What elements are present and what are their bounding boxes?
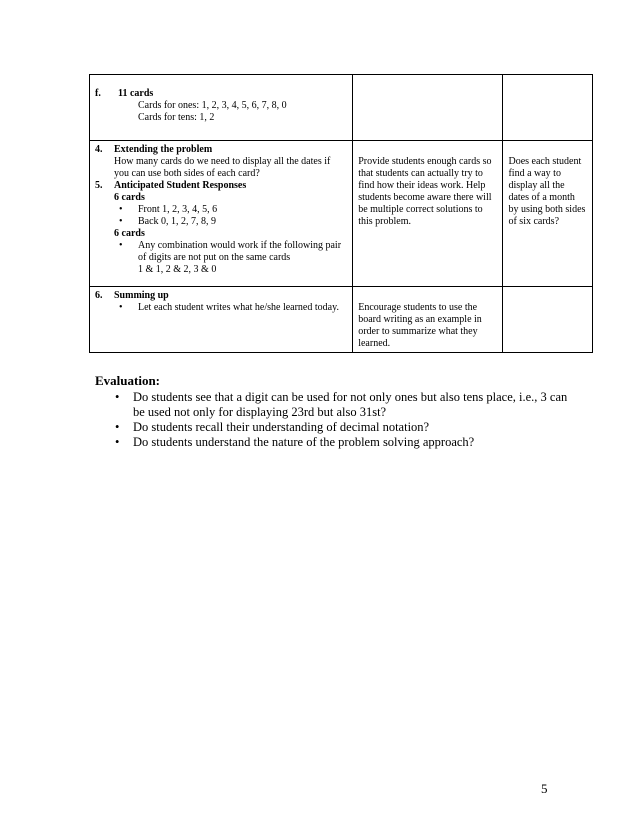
row-4-evaluation-cell bbox=[503, 141, 593, 287]
list-item-text: Let each student writes what he/she learned today. bbox=[138, 302, 339, 313]
evaluation-item bbox=[95, 390, 575, 420]
row-5-number: 5. bbox=[95, 180, 103, 191]
group2-title: 6 cards bbox=[114, 228, 145, 239]
list-item-text: Any combination would work if the following pair of digits are not put on the same cards bbox=[138, 240, 342, 263]
row-f-activity-cell bbox=[90, 75, 353, 141]
list-item-text: Back 0, 1, 2, 7, 8, 9 bbox=[138, 216, 217, 227]
bullet-icon: • bbox=[115, 435, 120, 449]
row-6-number: 6. bbox=[95, 290, 103, 301]
table-row-4 bbox=[90, 141, 593, 287]
bullet-icon: • bbox=[119, 240, 123, 251]
evaluation-item-text: Do students understand the nature of the problem solving approach? bbox=[133, 435, 475, 449]
lesson-plan-table bbox=[89, 74, 593, 353]
evaluation-section bbox=[95, 373, 575, 450]
row-6-activity-cell bbox=[90, 287, 353, 353]
list-item bbox=[95, 302, 347, 314]
list-item-text: Front 1, 2, 3, 4, 5, 6 bbox=[138, 204, 218, 215]
evaluation-title: Evaluation: bbox=[95, 373, 161, 388]
evaluation-item-text: Do students see that a digit can be used for not only ones but also tens place, i.e., 3 can be used not only for displaying 23rd but also 31st? bbox=[133, 390, 568, 419]
row-4-question: How many cards do we need to display all the dates if you can use both sides of each card? bbox=[114, 156, 331, 179]
table-row-6 bbox=[90, 287, 593, 353]
row-f-number: f. bbox=[95, 88, 101, 99]
evaluation-item bbox=[95, 435, 575, 450]
row-6-evaluation-cell bbox=[503, 287, 593, 353]
bullet-icon: • bbox=[115, 420, 120, 434]
page-number: 5 bbox=[541, 781, 548, 796]
row-4-activity-cell bbox=[90, 141, 353, 287]
row-5-title: Anticipated Student Responses bbox=[114, 180, 247, 191]
table-row-f bbox=[90, 75, 593, 141]
list-item bbox=[95, 240, 347, 264]
row-6-support-text: Encourage students to use the board writing as an example in order to summarize what they learned. bbox=[358, 302, 482, 349]
row-4-title: Extending the problem bbox=[114, 144, 213, 155]
row-6-support-cell bbox=[353, 287, 503, 353]
bullet-icon: • bbox=[119, 302, 123, 313]
row-f-support-cell bbox=[353, 75, 503, 141]
row-6-title: Summing up bbox=[114, 290, 169, 301]
list-item bbox=[95, 216, 347, 228]
row-4-number: 4. bbox=[95, 144, 103, 155]
bullet-icon: • bbox=[119, 204, 123, 215]
bullet-icon: • bbox=[115, 390, 120, 404]
row-4-support-cell bbox=[353, 141, 503, 287]
bullet-icon: • bbox=[119, 216, 123, 227]
group2-pairs: 1 & 1, 2 & 2, 3 & 0 bbox=[138, 264, 217, 275]
row-f-line: Cards for tens: 1, 2 bbox=[138, 112, 215, 123]
list-item bbox=[95, 204, 347, 216]
evaluation-item bbox=[95, 420, 575, 435]
row-f-evaluation-cell bbox=[503, 75, 593, 141]
row-4-support-text: Provide students enough cards so that students can actually try to find how their ideas work. Help students become aware there will be multiple correct solutions to this problem. bbox=[358, 156, 492, 227]
row-f-line: Cards for ones: 1, 2, 3, 4, 5, 6, 7, 8, 0 bbox=[138, 100, 287, 111]
row-f-title: 11 cards bbox=[118, 88, 154, 99]
group1-title: 6 cards bbox=[114, 192, 145, 203]
evaluation-item-text: Do students recall their understanding of decimal notation? bbox=[133, 420, 430, 434]
row-4-evaluation-text: Does each student find a way to display all the dates of a month by using both sides of six cards? bbox=[508, 156, 586, 227]
